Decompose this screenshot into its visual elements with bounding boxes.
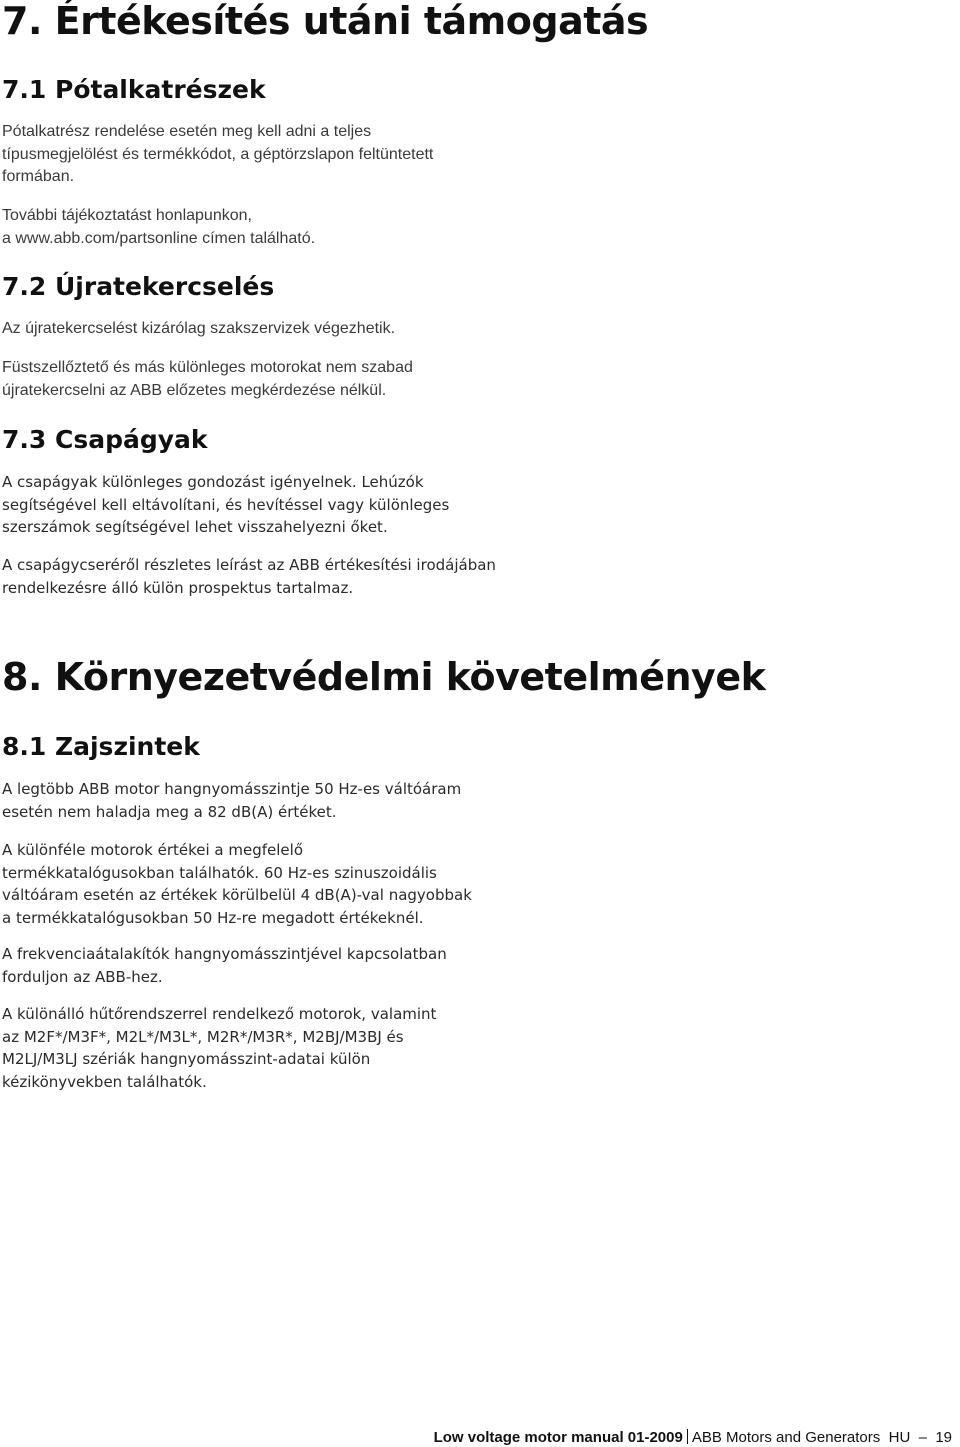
footer-manual-title: Low voltage motor manual 01-2009 [433,1429,683,1446]
section-7-1-paragraph-1: Pótalkatrész rendelése esetén meg kell adni a teljes típusmegjelölést és termékkódot, a géptörzslapon feltüntetett formában. [2,123,434,185]
section-8-1-paragraph-2: A különféle motorok értékei a megfelelő termékkatalógusokban találhatók. 60 Hz-es szinuszoidális váltóáram esetén az értékek körülbelül 4 dB(A)-val nagyobbak a termékkatalógusokban 50 Hz-re megadott értékeknél. [2,841,472,927]
section-7-2-paragraph-2: Füstszellőztető és más különleges motorokat nem szabad újratekercselni az ABB előzetes megkérdezése nélkül. [2,359,413,399]
section-8-1-paragraph-3: A frekvenciaátalakítók hangnyomásszintjével kapcsolatban forduljon az ABB-hez. [2,945,447,986]
footer-page-separator: – [910,1429,936,1446]
section-8-1-paragraph-4: A különálló hűtőrendszerrel rendelkező motorok, valamint az M2F*/M3F*, M2L*/M3L*, M2R*/M3R*, M2BJ/M3BJ és M2LJ/M3LJ szériák hangnyomásszint-adatai külön kézikönyvekben találhatók. [2,1005,437,1091]
footer-company: ABB Motors and Generators [691,1429,881,1446]
footer-separator [687,1429,688,1444]
footer-language: HU [888,1429,911,1446]
section-8-1-title: 8.1 Zajszintek [2,732,200,761]
section-8-title: 8. Környezetvédelmi követelmények [2,655,766,699]
section-7-2-title: 7.2 Újratekercselés [2,272,275,301]
section-7-title: 7. Értékesítés utáni támogatás [2,0,649,43]
section-7-3-paragraph-2: A csapágycseréről részletes leírást az ABB értékesítési irodájában rendelkezésre álló külön prospektus tartalmaz. [2,556,496,597]
section-7-2-paragraph-1: Az újratekercselést kizárólag szakszervizek végezhetik. [2,320,396,337]
section-7-1-title: 7.1 Pótalkatrészek [2,75,266,104]
footer-page-number: 19 [935,1429,952,1446]
section-7-3-paragraph-1: A csapágyak különleges gondozást igényelnek. Lehúzók segítségével kell eltávolítani, és hevítéssel vagy különleges szerszámok segítségével lehet visszahelyezni őket. [2,473,450,536]
section-7-3-title: 7.3 Csapágyak [2,425,208,454]
section-7-1-paragraph-2: További tájékoztatást honlapunkon, a www.abb.com/partsonline címen található. [2,207,316,247]
page-footer [434,1429,952,1446]
section-8-1-paragraph-1: A legtöbb ABB motor hangnyomásszintje 50 Hz-es váltóáram esetén nem haladja meg a 82 dB(A) értéket. [2,780,462,821]
